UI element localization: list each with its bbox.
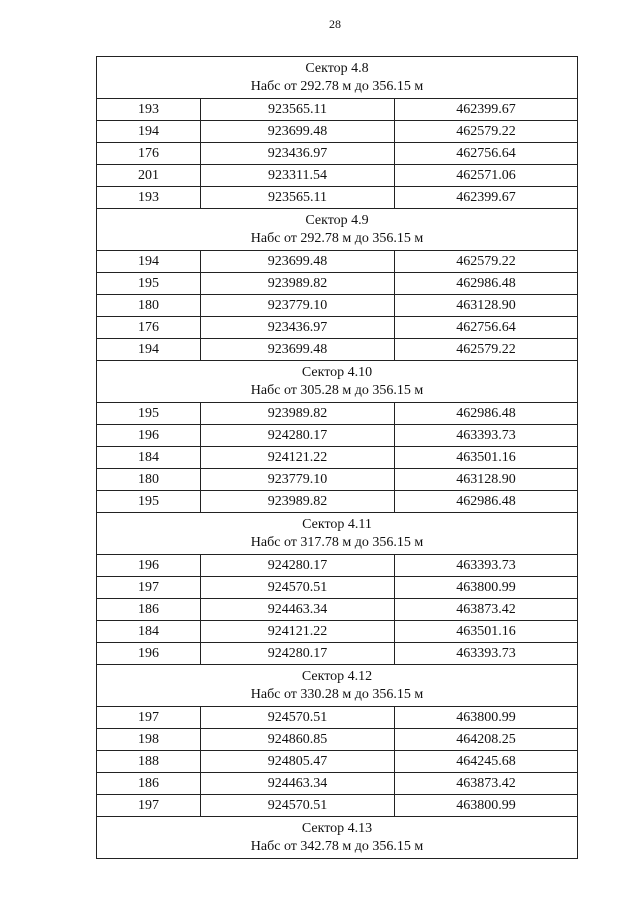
table-row xyxy=(97,491,578,513)
table-row xyxy=(97,555,578,577)
table-row xyxy=(97,425,578,447)
coordinates-table xyxy=(96,56,578,859)
x-coordinate-cell: 923699.48 xyxy=(201,339,395,361)
x-coordinate-cell: 923779.10 xyxy=(201,295,395,317)
point-number-cell: 184 xyxy=(97,621,201,643)
sector-title: Сектор 4.8 xyxy=(305,61,369,76)
sector-title: Сектор 4.10 xyxy=(301,365,373,380)
table-row xyxy=(97,577,578,599)
sector-height-range: Набс от 305.28 м до 356.15 м xyxy=(250,383,424,398)
point-number-cell: 195 xyxy=(97,491,201,513)
y-coordinate-cell: 462986.48 xyxy=(395,491,578,513)
y-coordinate-cell: 463393.73 xyxy=(395,555,578,577)
table-row xyxy=(97,121,578,143)
x-coordinate-cell: 924570.51 xyxy=(201,577,395,599)
sector-title: Сектор 4.12 xyxy=(301,669,373,684)
point-number-cell: 195 xyxy=(97,273,201,295)
table-row xyxy=(97,751,578,773)
table-row xyxy=(97,795,578,817)
table-row xyxy=(97,251,578,273)
sector-header-row xyxy=(97,665,578,707)
sector-header-cell xyxy=(97,209,578,251)
page-number: 28 xyxy=(329,17,341,31)
y-coordinate-cell: 463501.16 xyxy=(395,621,578,643)
y-coordinate-cell: 462756.64 xyxy=(395,317,578,339)
x-coordinate-cell: 923779.10 xyxy=(201,469,395,491)
x-coordinate-cell: 924805.47 xyxy=(201,751,395,773)
table-row xyxy=(97,143,578,165)
x-coordinate-cell: 924860.85 xyxy=(201,729,395,751)
x-coordinate-cell: 923565.11 xyxy=(201,187,395,209)
x-coordinate-cell: 923989.82 xyxy=(201,273,395,295)
table-row xyxy=(97,273,578,295)
y-coordinate-cell: 463800.99 xyxy=(395,795,578,817)
y-coordinate-cell: 462579.22 xyxy=(395,251,578,273)
sector-title: Сектор 4.13 xyxy=(301,821,373,836)
sector-header-cell xyxy=(97,513,578,555)
sector-height-range: Набс от 292.78 м до 356.15 м xyxy=(250,79,424,94)
point-number-cell: 196 xyxy=(97,643,201,665)
y-coordinate-cell: 463128.90 xyxy=(395,469,578,491)
table-row xyxy=(97,643,578,665)
sector-title: Сектор 4.9 xyxy=(305,213,369,228)
table-row xyxy=(97,447,578,469)
point-number-cell: 198 xyxy=(97,729,201,751)
coordinates-table-body xyxy=(97,57,578,859)
sector-header-cell xyxy=(97,57,578,99)
x-coordinate-cell: 924463.34 xyxy=(201,599,395,621)
sector-header-cell xyxy=(97,817,578,859)
point-number-cell: 194 xyxy=(97,339,201,361)
point-number-cell: 186 xyxy=(97,599,201,621)
y-coordinate-cell: 463873.42 xyxy=(395,773,578,795)
point-number-cell: 197 xyxy=(97,795,201,817)
sector-header-row xyxy=(97,209,578,251)
x-coordinate-cell: 924570.51 xyxy=(201,707,395,729)
sector-header-cell xyxy=(97,665,578,707)
sector-height-range: Набс от 330.28 м до 356.15 м xyxy=(250,687,424,702)
y-coordinate-cell: 463800.99 xyxy=(395,577,578,599)
y-coordinate-cell: 463128.90 xyxy=(395,295,578,317)
x-coordinate-cell: 924570.51 xyxy=(201,795,395,817)
table-row xyxy=(97,403,578,425)
point-number-cell: 197 xyxy=(97,577,201,599)
table-row xyxy=(97,295,578,317)
point-number-cell: 196 xyxy=(97,555,201,577)
table-row xyxy=(97,773,578,795)
y-coordinate-cell: 463393.73 xyxy=(395,425,578,447)
point-number-cell: 184 xyxy=(97,447,201,469)
point-number-cell: 193 xyxy=(97,187,201,209)
point-number-cell: 194 xyxy=(97,121,201,143)
x-coordinate-cell: 923989.82 xyxy=(201,403,395,425)
point-number-cell: 195 xyxy=(97,403,201,425)
sector-height-range: Набс от 342.78 м до 356.15 м xyxy=(250,839,424,854)
sector-header-row xyxy=(97,361,578,403)
x-coordinate-cell: 924121.22 xyxy=(201,621,395,643)
point-number-cell: 180 xyxy=(97,469,201,491)
point-number-cell: 196 xyxy=(97,425,201,447)
y-coordinate-cell: 463873.42 xyxy=(395,599,578,621)
y-coordinate-cell: 462756.64 xyxy=(395,143,578,165)
point-number-cell: 193 xyxy=(97,99,201,121)
x-coordinate-cell: 923436.97 xyxy=(201,317,395,339)
point-number-cell: 186 xyxy=(97,773,201,795)
x-coordinate-cell: 923311.54 xyxy=(201,165,395,187)
y-coordinate-cell: 464245.68 xyxy=(395,751,578,773)
y-coordinate-cell: 462986.48 xyxy=(395,403,578,425)
x-coordinate-cell: 923989.82 xyxy=(201,491,395,513)
y-coordinate-cell: 463501.16 xyxy=(395,447,578,469)
table-row xyxy=(97,187,578,209)
x-coordinate-cell: 923699.48 xyxy=(201,251,395,273)
y-coordinate-cell: 464208.25 xyxy=(395,729,578,751)
x-coordinate-cell: 923565.11 xyxy=(201,99,395,121)
x-coordinate-cell: 924121.22 xyxy=(201,447,395,469)
y-coordinate-cell: 462579.22 xyxy=(395,121,578,143)
table-row xyxy=(97,599,578,621)
table-row xyxy=(97,99,578,121)
table-row xyxy=(97,621,578,643)
point-number-cell: 176 xyxy=(97,143,201,165)
y-coordinate-cell: 462986.48 xyxy=(395,273,578,295)
y-coordinate-cell: 462579.22 xyxy=(395,339,578,361)
table-row xyxy=(97,707,578,729)
point-number-cell: 197 xyxy=(97,707,201,729)
y-coordinate-cell: 462399.67 xyxy=(395,187,578,209)
y-coordinate-cell: 463393.73 xyxy=(395,643,578,665)
point-number-cell: 180 xyxy=(97,295,201,317)
y-coordinate-cell: 462399.67 xyxy=(395,99,578,121)
sector-header-row xyxy=(97,817,578,859)
sector-height-range: Набс от 292.78 м до 356.15 м xyxy=(250,231,424,246)
point-number-cell: 176 xyxy=(97,317,201,339)
table-row xyxy=(97,165,578,187)
table-row xyxy=(97,729,578,751)
table-row xyxy=(97,469,578,491)
table-row xyxy=(97,339,578,361)
point-number-cell: 194 xyxy=(97,251,201,273)
sector-title: Сектор 4.11 xyxy=(302,517,372,532)
y-coordinate-cell: 462571.06 xyxy=(395,165,578,187)
sector-height-range: Набс от 317.78 м до 356.15 м xyxy=(250,535,424,550)
x-coordinate-cell: 924280.17 xyxy=(201,643,395,665)
sector-header-row xyxy=(97,513,578,555)
sector-header-row xyxy=(97,57,578,99)
x-coordinate-cell: 924280.17 xyxy=(201,555,395,577)
sector-header-cell xyxy=(97,361,578,403)
x-coordinate-cell: 924280.17 xyxy=(201,425,395,447)
x-coordinate-cell: 923699.48 xyxy=(201,121,395,143)
point-number-cell: 188 xyxy=(97,751,201,773)
x-coordinate-cell: 923436.97 xyxy=(201,143,395,165)
point-number-cell: 201 xyxy=(97,165,201,187)
table-row xyxy=(97,317,578,339)
y-coordinate-cell: 463800.99 xyxy=(395,707,578,729)
x-coordinate-cell: 924463.34 xyxy=(201,773,395,795)
